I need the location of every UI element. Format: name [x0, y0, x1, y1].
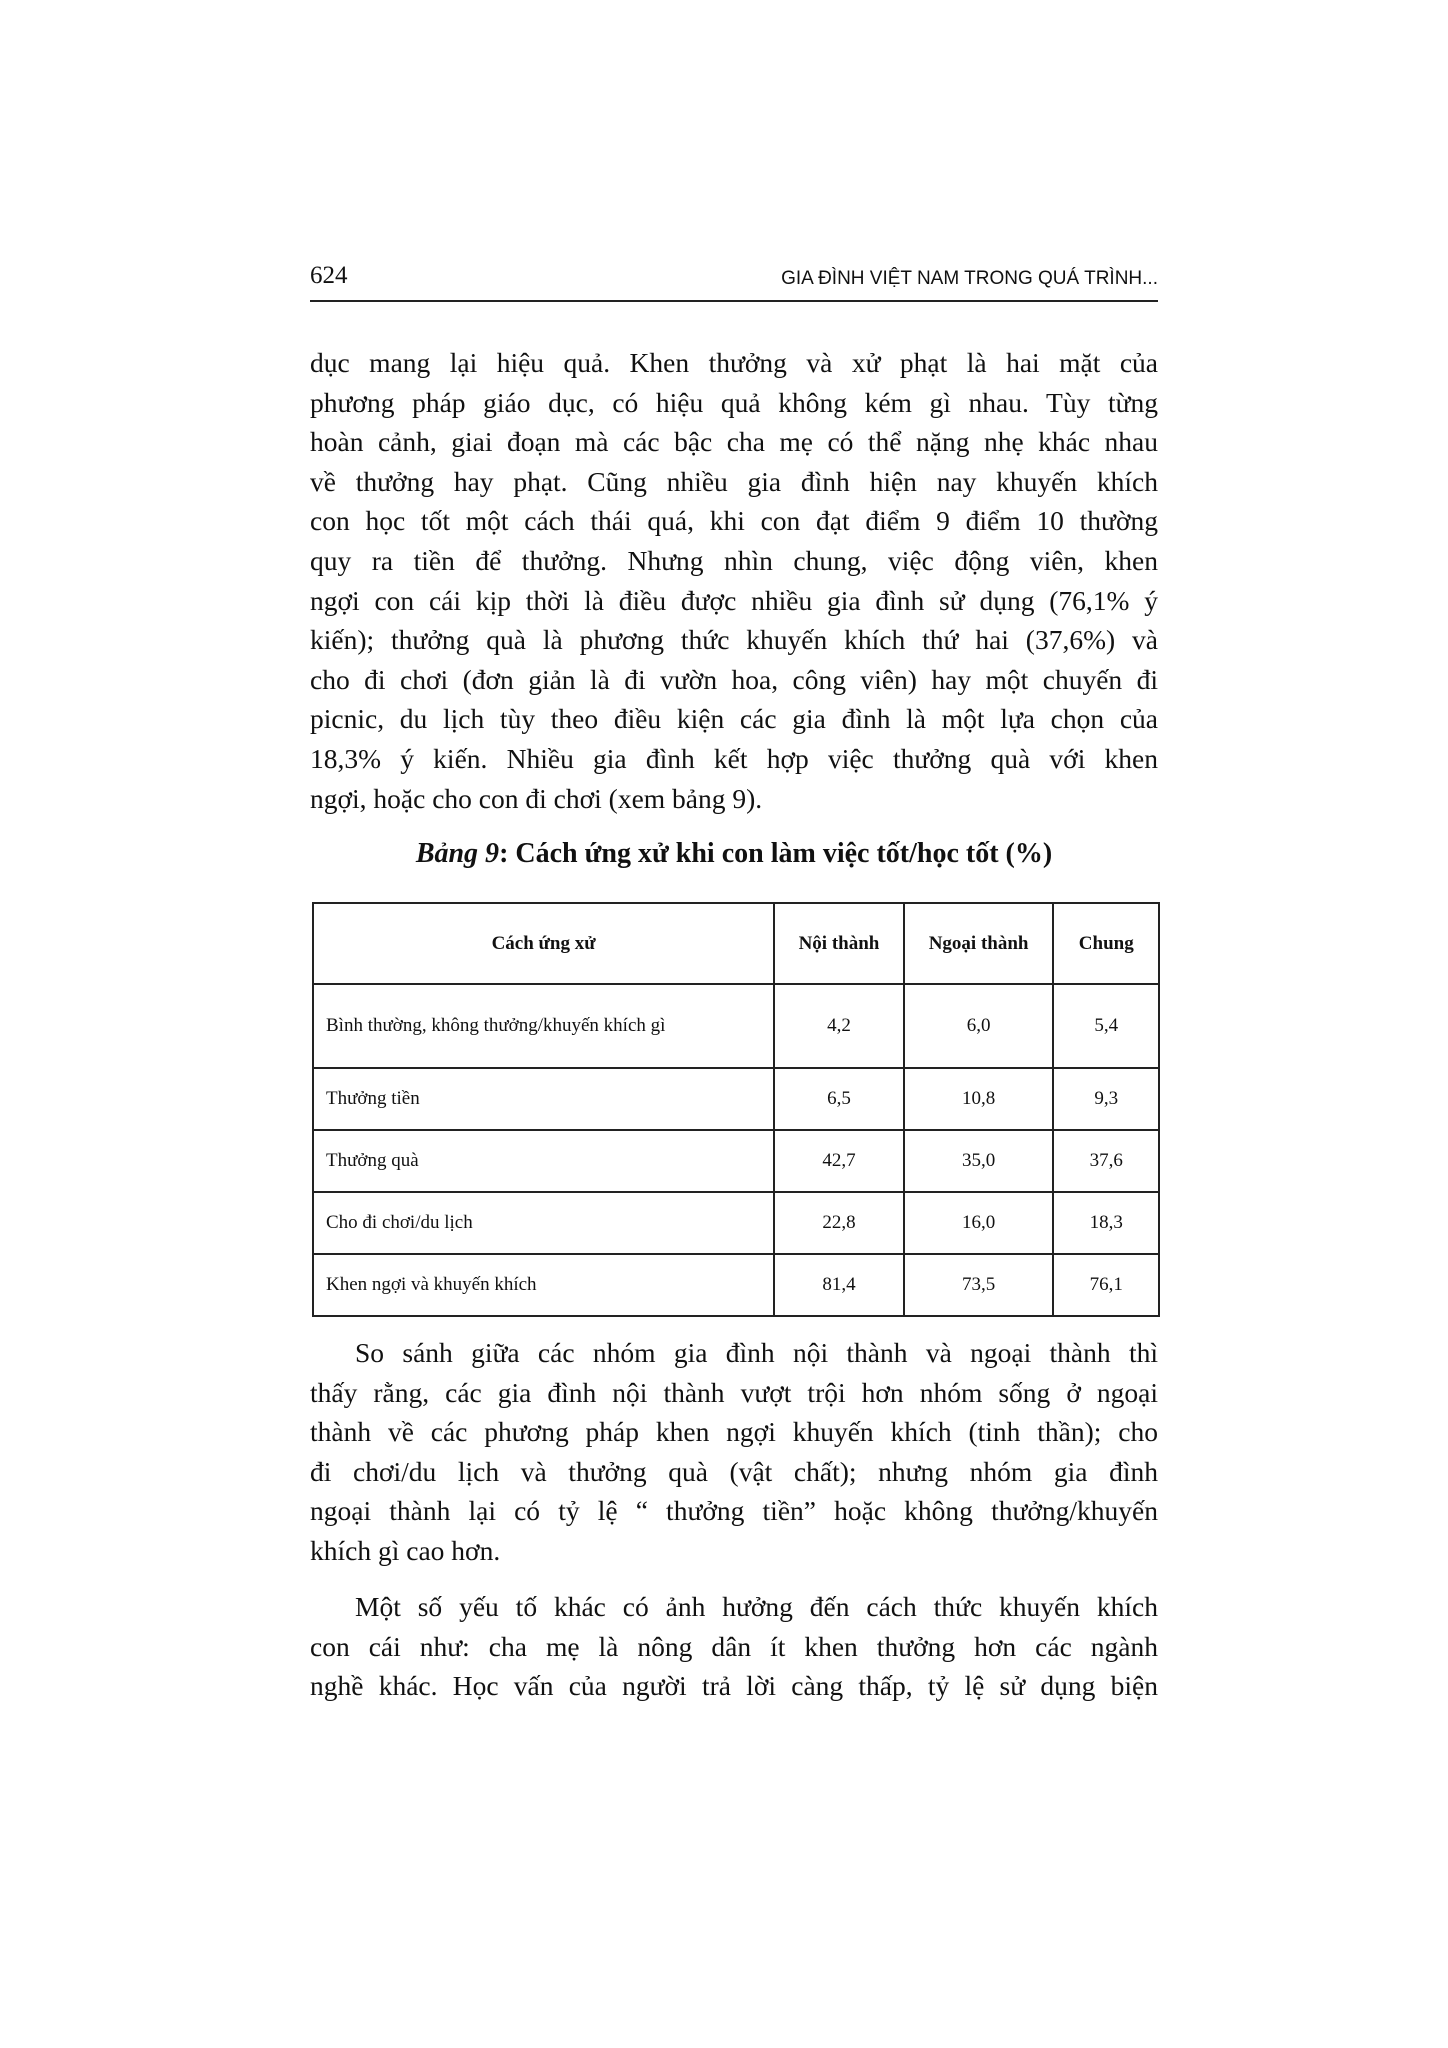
- table-caption: [310, 838, 1158, 870]
- table-cell: Khen ngợi và khuyến khích: [313, 1254, 774, 1316]
- table-row: [313, 1192, 1159, 1254]
- table-cell: 76,1: [1053, 1254, 1159, 1316]
- text-line: ngoại thành lại có tỷ lệ “ thưởng tiền” hoặc không thưởng/khuyến: [310, 1495, 1158, 1527]
- table-cell: 6,0: [904, 984, 1054, 1068]
- text-line: về thưởng hay phạt. Cũng nhiều gia đình hiện nay khuyến khích: [310, 465, 1158, 497]
- table-cell: 10,8: [904, 1068, 1054, 1130]
- column-header: Chung: [1053, 903, 1159, 984]
- table-header-row: [313, 903, 1159, 984]
- table-row: [313, 1254, 1159, 1316]
- text-line: thành về các phương pháp khen ngợi khuyến khích (tinh thần); cho: [310, 1416, 1158, 1448]
- paragraph-1: [310, 343, 1158, 818]
- table-cell: Bình thường, không thưởng/khuyến khích gì: [313, 984, 774, 1068]
- table-cell: 35,0: [904, 1130, 1054, 1192]
- table-cell: 4,2: [774, 984, 903, 1068]
- table-cell: 6,5: [774, 1068, 903, 1130]
- text-line: picnic, du lịch tùy theo điều kiện các gia đình là một lựa chọn của: [310, 703, 1158, 735]
- table-cell: 73,5: [904, 1254, 1054, 1316]
- table-cell: 42,7: [774, 1130, 903, 1192]
- table-caption-text: : Cách ứng xử khi con làm việc tốt/học tốt (%): [499, 838, 1053, 869]
- table-cell: 81,4: [774, 1254, 903, 1316]
- text-line: kiến); thưởng quà là phương thức khuyến khích thứ hai (37,6%) và: [310, 624, 1158, 656]
- text-line: So sánh giữa các nhóm gia đình nội thành và ngoại thành thì: [355, 1337, 1158, 1368]
- table-caption-label: Bảng 9: [415, 838, 500, 869]
- data-table: [312, 902, 1160, 1317]
- text-line: phương pháp giáo dục, có hiệu quả không kém gì nhau. Tùy từng: [310, 386, 1158, 418]
- text-line: đi chơi/du lịch và thưởng quà (vật chất); nhưng nhóm gia đình: [310, 1455, 1158, 1487]
- table-cell: 16,0: [904, 1192, 1054, 1254]
- paragraph-2: [310, 1333, 1158, 1571]
- text-line: cho đi chơi (đơn giản là đi vườn hoa, công viên) hay một chuyến đi: [310, 663, 1158, 695]
- table-cell: Thưởng tiền: [313, 1068, 774, 1130]
- running-title: GIA ĐÌNH VIỆT NAM TRONG QUÁ TRÌNH...: [781, 268, 1158, 289]
- table-row: [313, 1068, 1159, 1130]
- text-line: khích gì cao hơn.: [310, 1534, 501, 1566]
- column-header: Nội thành: [774, 903, 903, 984]
- table-cell: 37,6: [1053, 1130, 1159, 1192]
- text-line: hoàn cảnh, giai đoạn mà các bậc cha mẹ có thể nặng nhẹ khác nhau: [310, 426, 1158, 458]
- text-line: quy ra tiền để thưởng. Nhưng nhìn chung, việc động viên, khen: [310, 544, 1158, 576]
- table-cell: 9,3: [1053, 1068, 1159, 1130]
- paragraph-3: [310, 1587, 1158, 1706]
- table-row: [313, 984, 1159, 1068]
- table-cell: 18,3: [1053, 1192, 1159, 1254]
- table-row: [313, 1130, 1159, 1192]
- table-cell: Cho đi chơi/du lịch: [313, 1192, 774, 1254]
- table-cell: 5,4: [1053, 984, 1159, 1068]
- text-line: con học tốt một cách thái quá, khi con đạt điểm 9 điểm 10 thường: [310, 505, 1158, 537]
- page-header: [310, 262, 1158, 302]
- column-header: Cách ứng xử: [313, 903, 774, 984]
- text-line: nghề khác. Học vấn của người trả lời càng thấp, tỷ lệ sử dụng biện: [310, 1670, 1158, 1702]
- table-cell: 22,8: [774, 1192, 903, 1254]
- text-line: ngợi con cái kịp thời là điều được nhiều gia đình sử dụng (76,1% ý: [310, 584, 1158, 616]
- page-number: 624: [310, 262, 348, 289]
- text-line: Một số yếu tố khác có ảnh hưởng đến cách thức khuyến khích: [355, 1591, 1158, 1622]
- text-line: dục mang lại hiệu quả. Khen thưởng và xử phạt là hai mặt của: [310, 347, 1158, 378]
- table-cell: Thưởng quà: [313, 1130, 774, 1192]
- text-line: con cái như: cha mẹ là nông dân ít khen thưởng hơn các ngành: [310, 1630, 1158, 1662]
- column-header: Ngoại thành: [904, 903, 1054, 984]
- text-line: thấy rằng, các gia đình nội thành vượt trội hơn nhóm sống ở ngoại: [310, 1376, 1158, 1408]
- text-line: 18,3% ý kiến. Nhiều gia đình kết hợp việc thưởng quà với khen: [310, 742, 1158, 774]
- text-line: ngợi, hoặc cho con đi chơi (xem bảng 9).: [310, 782, 763, 814]
